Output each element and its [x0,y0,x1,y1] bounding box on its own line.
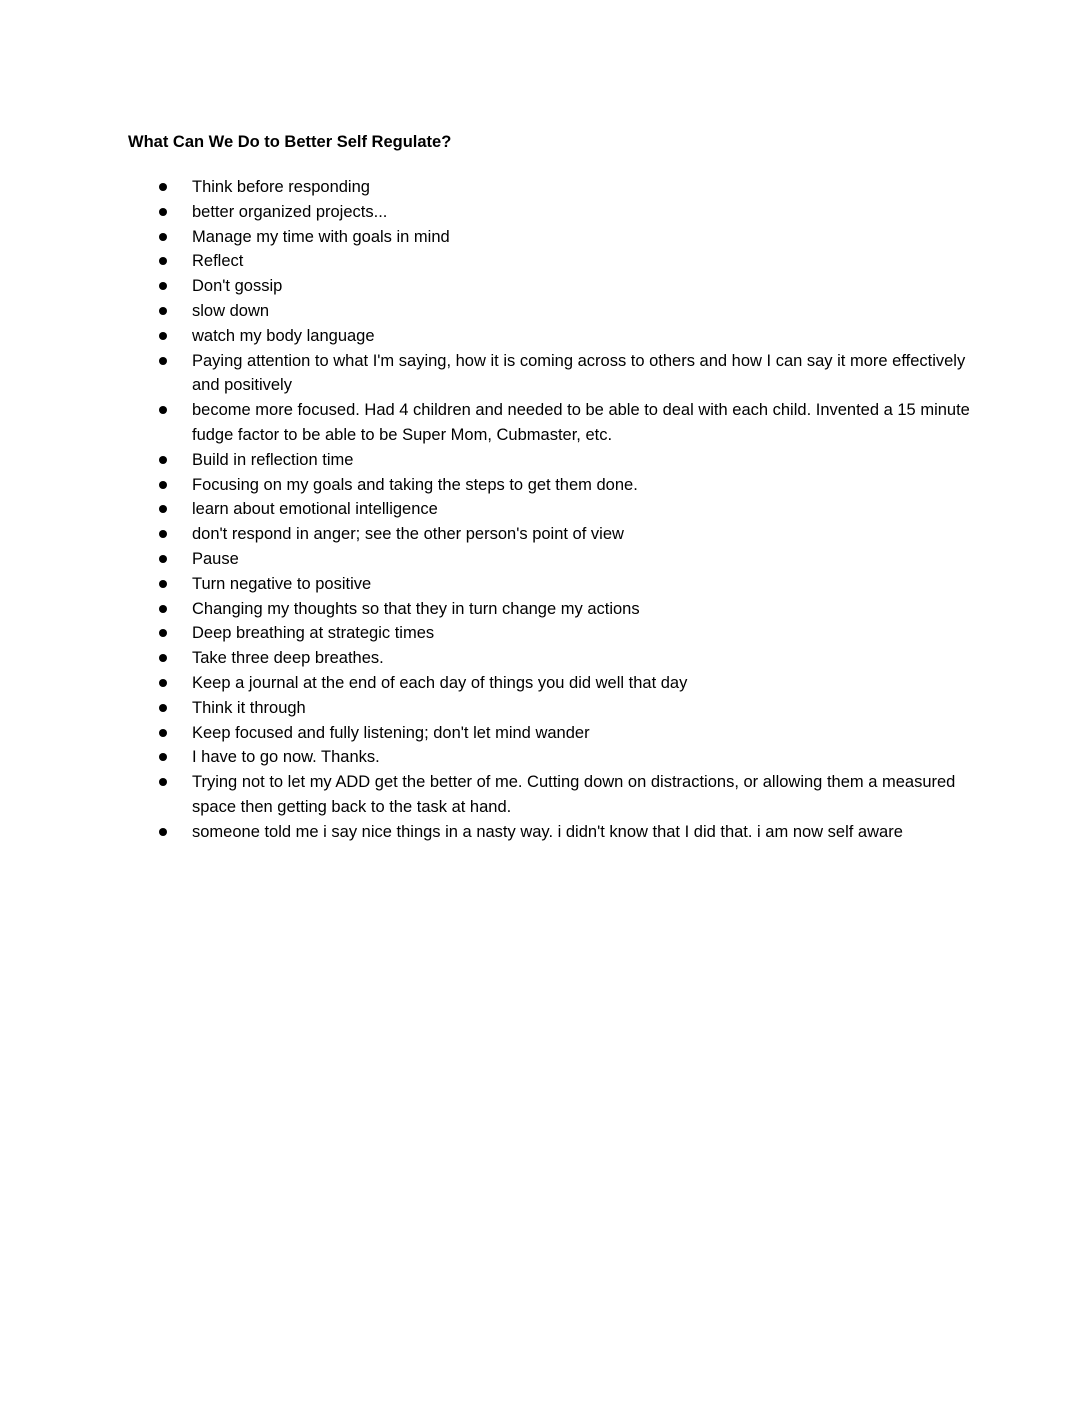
bullet-icon [159,679,167,687]
bullet-list [156,175,976,845]
list-item [156,448,976,473]
bullet-icon [159,555,167,563]
document-title: What Can We Do to Better Self Regulate? [128,133,452,151]
bullet-text: Don't gossip [192,277,283,296]
bullet-text: don't respond in anger; see the other person's point of view [192,525,624,544]
bullet-text: Changing my thoughts so that they in turn change my actions [192,599,640,618]
bullet-text: Reflect [192,252,244,271]
bullet-icon [159,729,167,737]
bullet-icon [159,307,167,315]
bullet-text: Focusing on my goals and taking the steps to get them done. [192,475,638,494]
list-item [156,274,976,299]
list-item [156,721,976,746]
bullet-icon [159,580,167,588]
bullet-icon [159,233,167,241]
bullet-icon [159,605,167,613]
bullet-text: Keep focused and fully listening; don't let mind wander [192,723,590,742]
bullet-text: Trying not to let my ADD get the better of me. Cutting down on distractions, or allowing them a measured space then getting back to the task at hand. [192,773,956,816]
bullet-icon [159,530,167,538]
list-item [156,473,976,498]
bullet-text: better organized projects... [192,202,388,221]
list-item [156,671,976,696]
bullet-text: someone told me i say nice things in a nasty way. i didn't know that I did that. i am now self aware [192,822,903,841]
bullet-icon [159,654,167,662]
list-item [156,770,976,820]
list-item [156,597,976,622]
bullet-text: Think it through [192,698,306,717]
bullet-icon [159,183,167,191]
list-item [156,299,976,324]
list-item [156,497,976,522]
bullet-icon [159,357,167,365]
list-item [156,225,976,250]
list-item [156,398,976,448]
bullet-text: slow down [192,301,270,320]
bullet-icon [159,208,167,216]
bullet-icon [159,406,167,414]
bullet-text: Build in reflection time [192,450,354,469]
bullet-text: Turn negative to positive [192,574,372,593]
list-item [156,572,976,597]
bullet-icon [159,828,167,836]
list-item [156,820,976,845]
bullet-text: Take three deep breathes. [192,649,384,668]
bullet-text: become more focused. Had 4 children and needed to be able to deal with each child. Invented a 15 minute fudge factor to be able to be Super Mom, Cubmaster, etc. [192,401,970,444]
list-item [156,200,976,225]
list-item [156,324,976,349]
bullet-icon [159,481,167,489]
bullet-icon [159,332,167,340]
bullet-text: I have to go now. Thanks. [192,748,380,767]
bullet-text: Think before responding [192,178,370,196]
list-item [156,522,976,547]
bullet-text: Deep breathing at strategic times [192,624,435,643]
bullet-text: Pause [192,549,239,568]
bullet-text: Manage my time with goals in mind [192,227,450,246]
bullet-text: Keep a journal at the end of each day of things you did well that day [192,673,688,692]
bullet-text: learn about emotional intelligence [192,500,438,519]
bullet-icon [159,456,167,464]
list-item [156,249,976,274]
bullet-icon [159,257,167,265]
list-item [156,646,976,671]
list-item [156,621,976,646]
list-item [156,696,976,721]
bullet-text: Paying attention to what I'm saying, how it is coming across to others and how I can say it more effectively and positively [192,351,966,395]
list-item [156,547,976,572]
bullet-icon [159,282,167,290]
bullet-text: watch my body language [192,326,375,345]
bullet-icon [159,753,167,761]
bullet-icon [159,704,167,712]
list-item [156,745,976,770]
bullet-icon [159,505,167,513]
list-item [156,349,976,399]
bullet-icon [159,629,167,637]
list-item [156,175,976,200]
bullet-icon [159,778,167,786]
